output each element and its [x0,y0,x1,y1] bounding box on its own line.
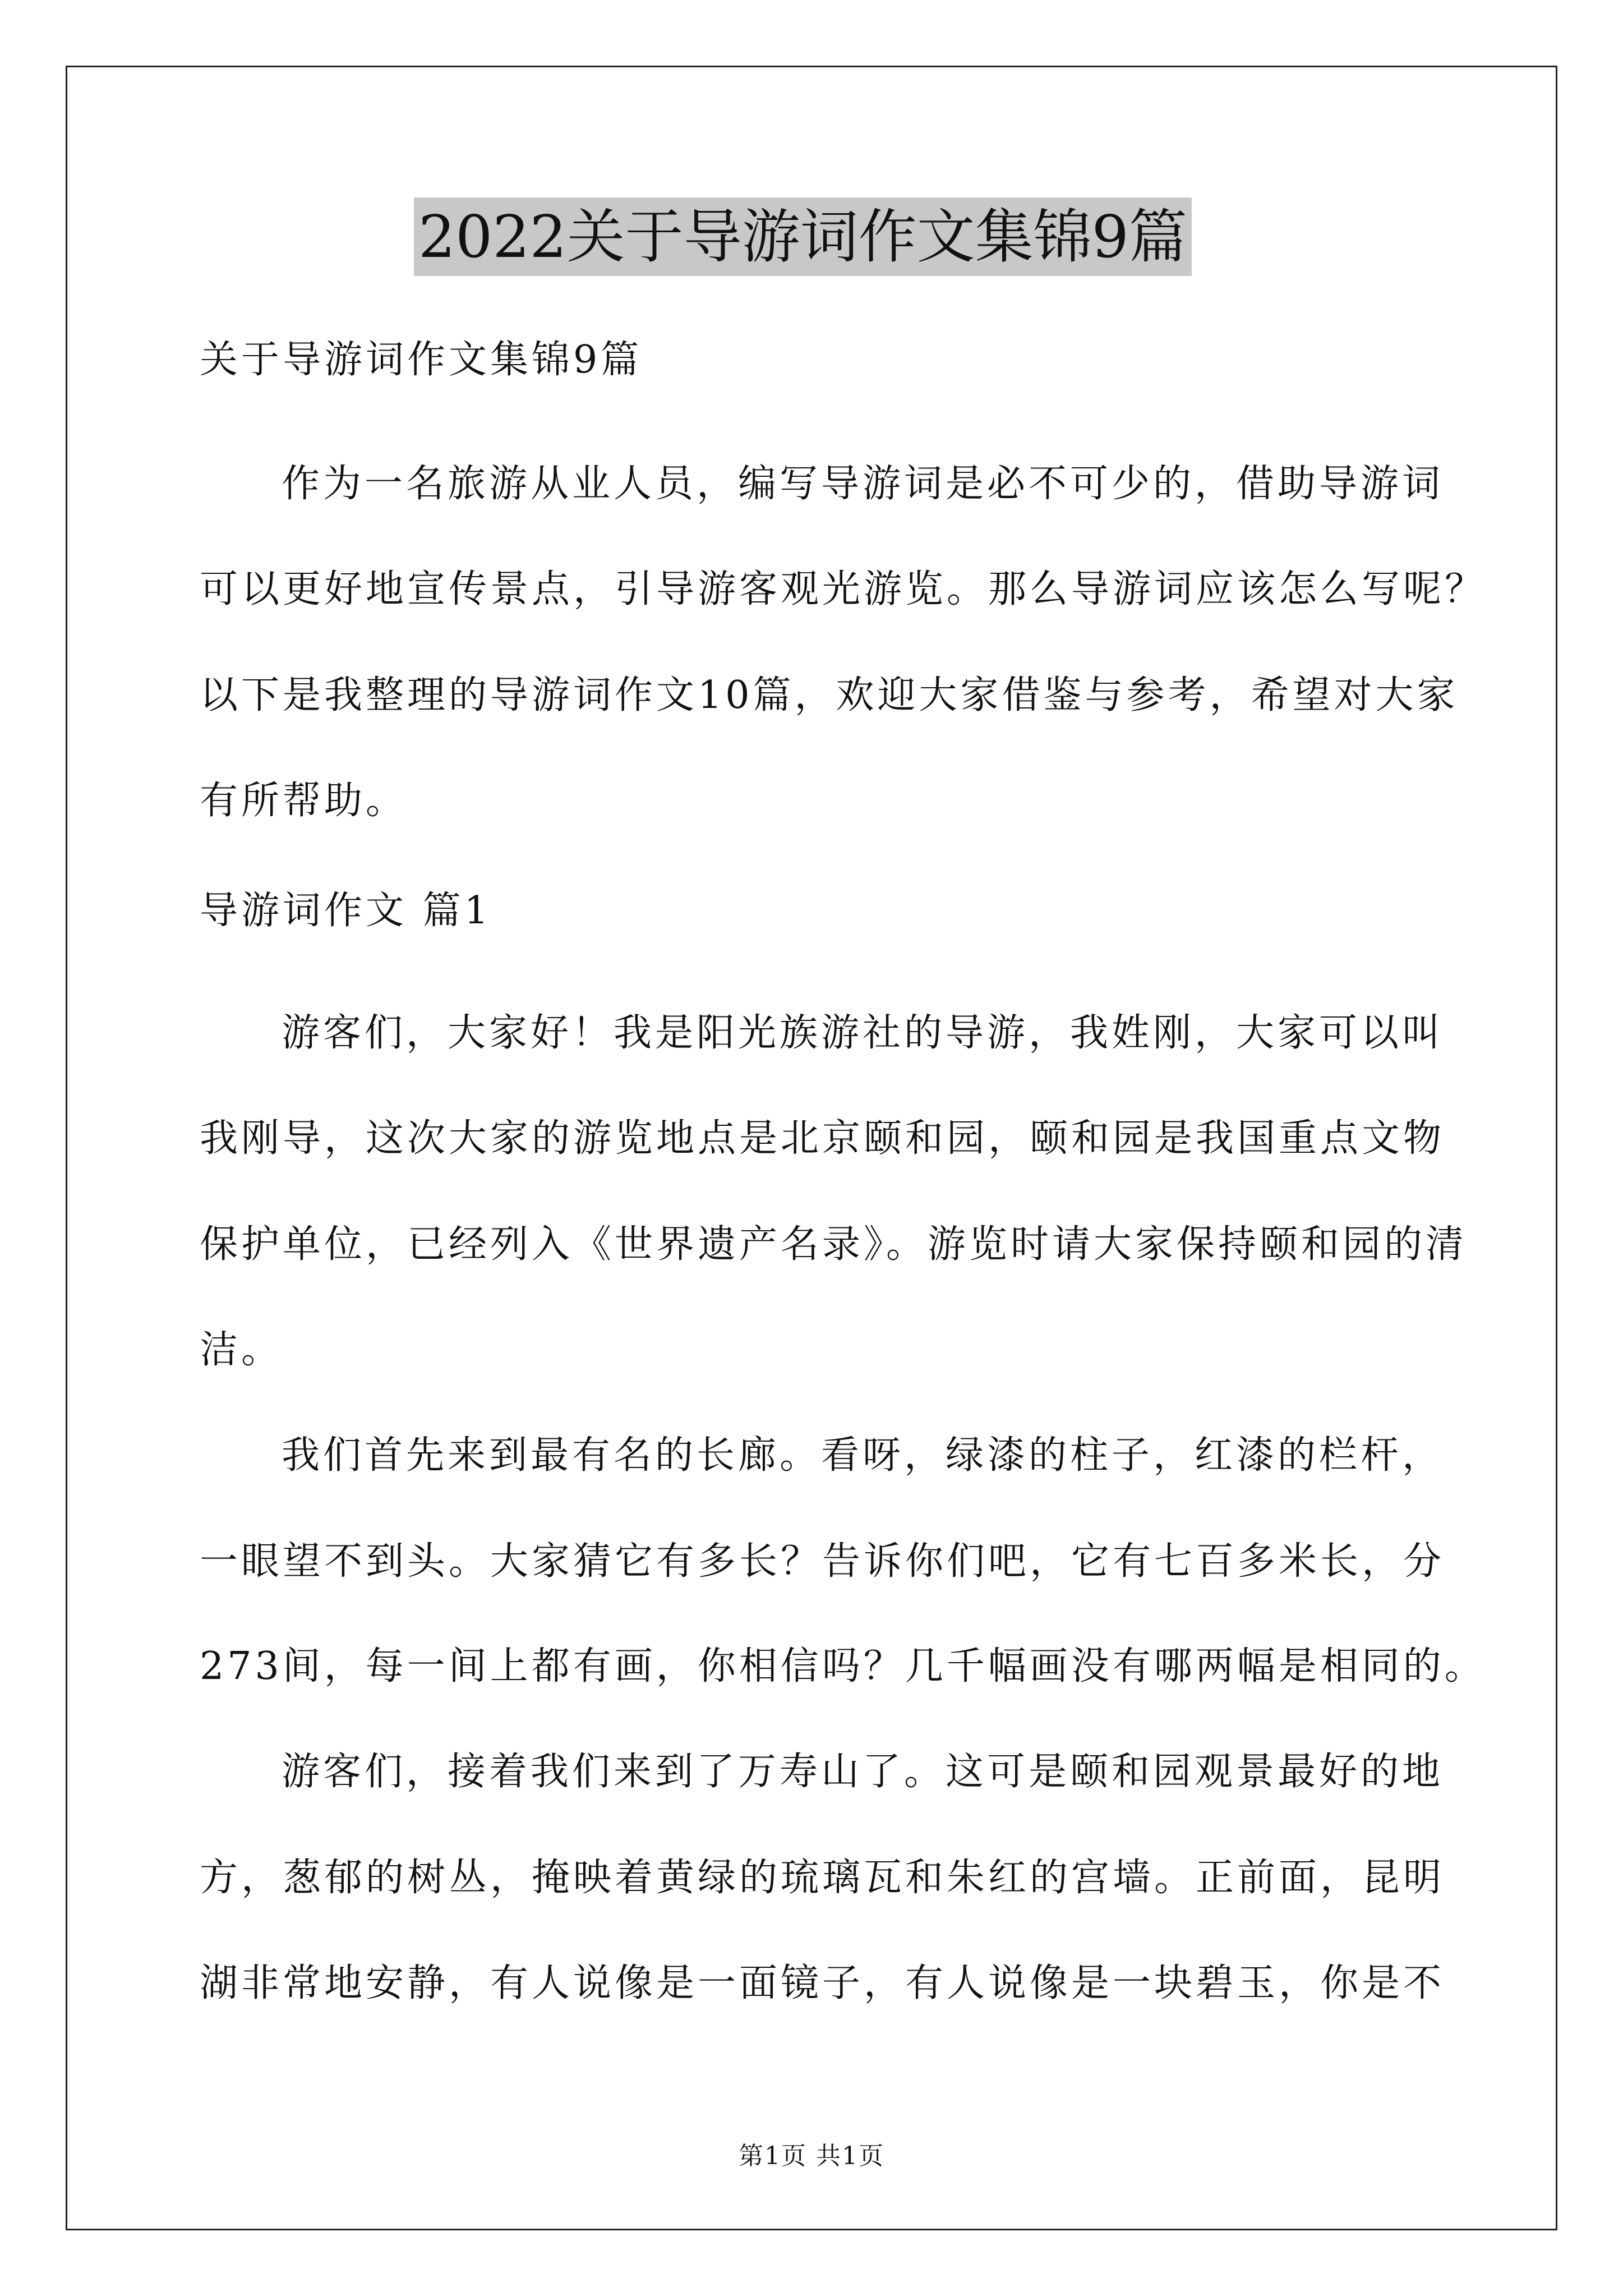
para3-line-2: 方，葱郁的树丛，掩映着黄绿的琉璃瓦和朱红的宫墙。正前面，昆明 [200,1856,1445,1900]
page-number-footer: 第1页 共1页 [739,2142,884,2170]
para1-line-2: 我刚导，这次大家的游览地点是北京颐和园，颐和园是我国重点文物 [200,1116,1445,1161]
para3-line-3: 湖非常地安静，有人说像是一面镜子，有人说像是一块碧玉，你是不 [200,1961,1445,2005]
section-heading: 导游词作文 篇1 [200,889,492,933]
para1-line-3: 保护单位，已经列入《世界遗产名录》。游览时请大家保持颐和园的清 [200,1222,1468,1267]
para1-line-1: 游客们，大家好！我是阳光族游社的导游，我姓刚，大家可以叫 [282,1011,1444,1055]
para2-line-3: 273间，每一间上都有画，你相信吗？几千幅画没有哪两幅是相同的。 [200,1644,1486,1688]
para2-line-2: 一眼望不到头。大家猜它有多长？告诉你们吧，它有七百多米长，分 [200,1539,1445,1584]
intro-line-3: 以下是我整理的导游词作文10篇，欢迎大家借鉴与参考，希望对大家 [200,673,1459,717]
intro-line-1: 作为一名旅游从业人员，编写导游词是必不可少的，借助导游词 [282,462,1444,506]
intro-line-4: 有所帮助。 [200,779,408,823]
subtitle-line: 关于导游词作文集锦9篇 [200,338,643,382]
para2-line-1: 我们首先来到最有名的长廊。看呀，绿漆的柱子，红漆的栏杆， [282,1433,1444,1478]
document-title: 2022关于导游词作文集锦9篇 [414,197,1192,276]
para1-line-4: 洁。 [200,1328,283,1372]
para3-line-1: 游客们，接着我们来到了万寿山了。这可是颐和园观景最好的地 [282,1750,1444,1794]
intro-line-2: 可以更好地宣传景点，引导游客观光游览。那么导游词应该怎么写呢？ [200,567,1487,611]
